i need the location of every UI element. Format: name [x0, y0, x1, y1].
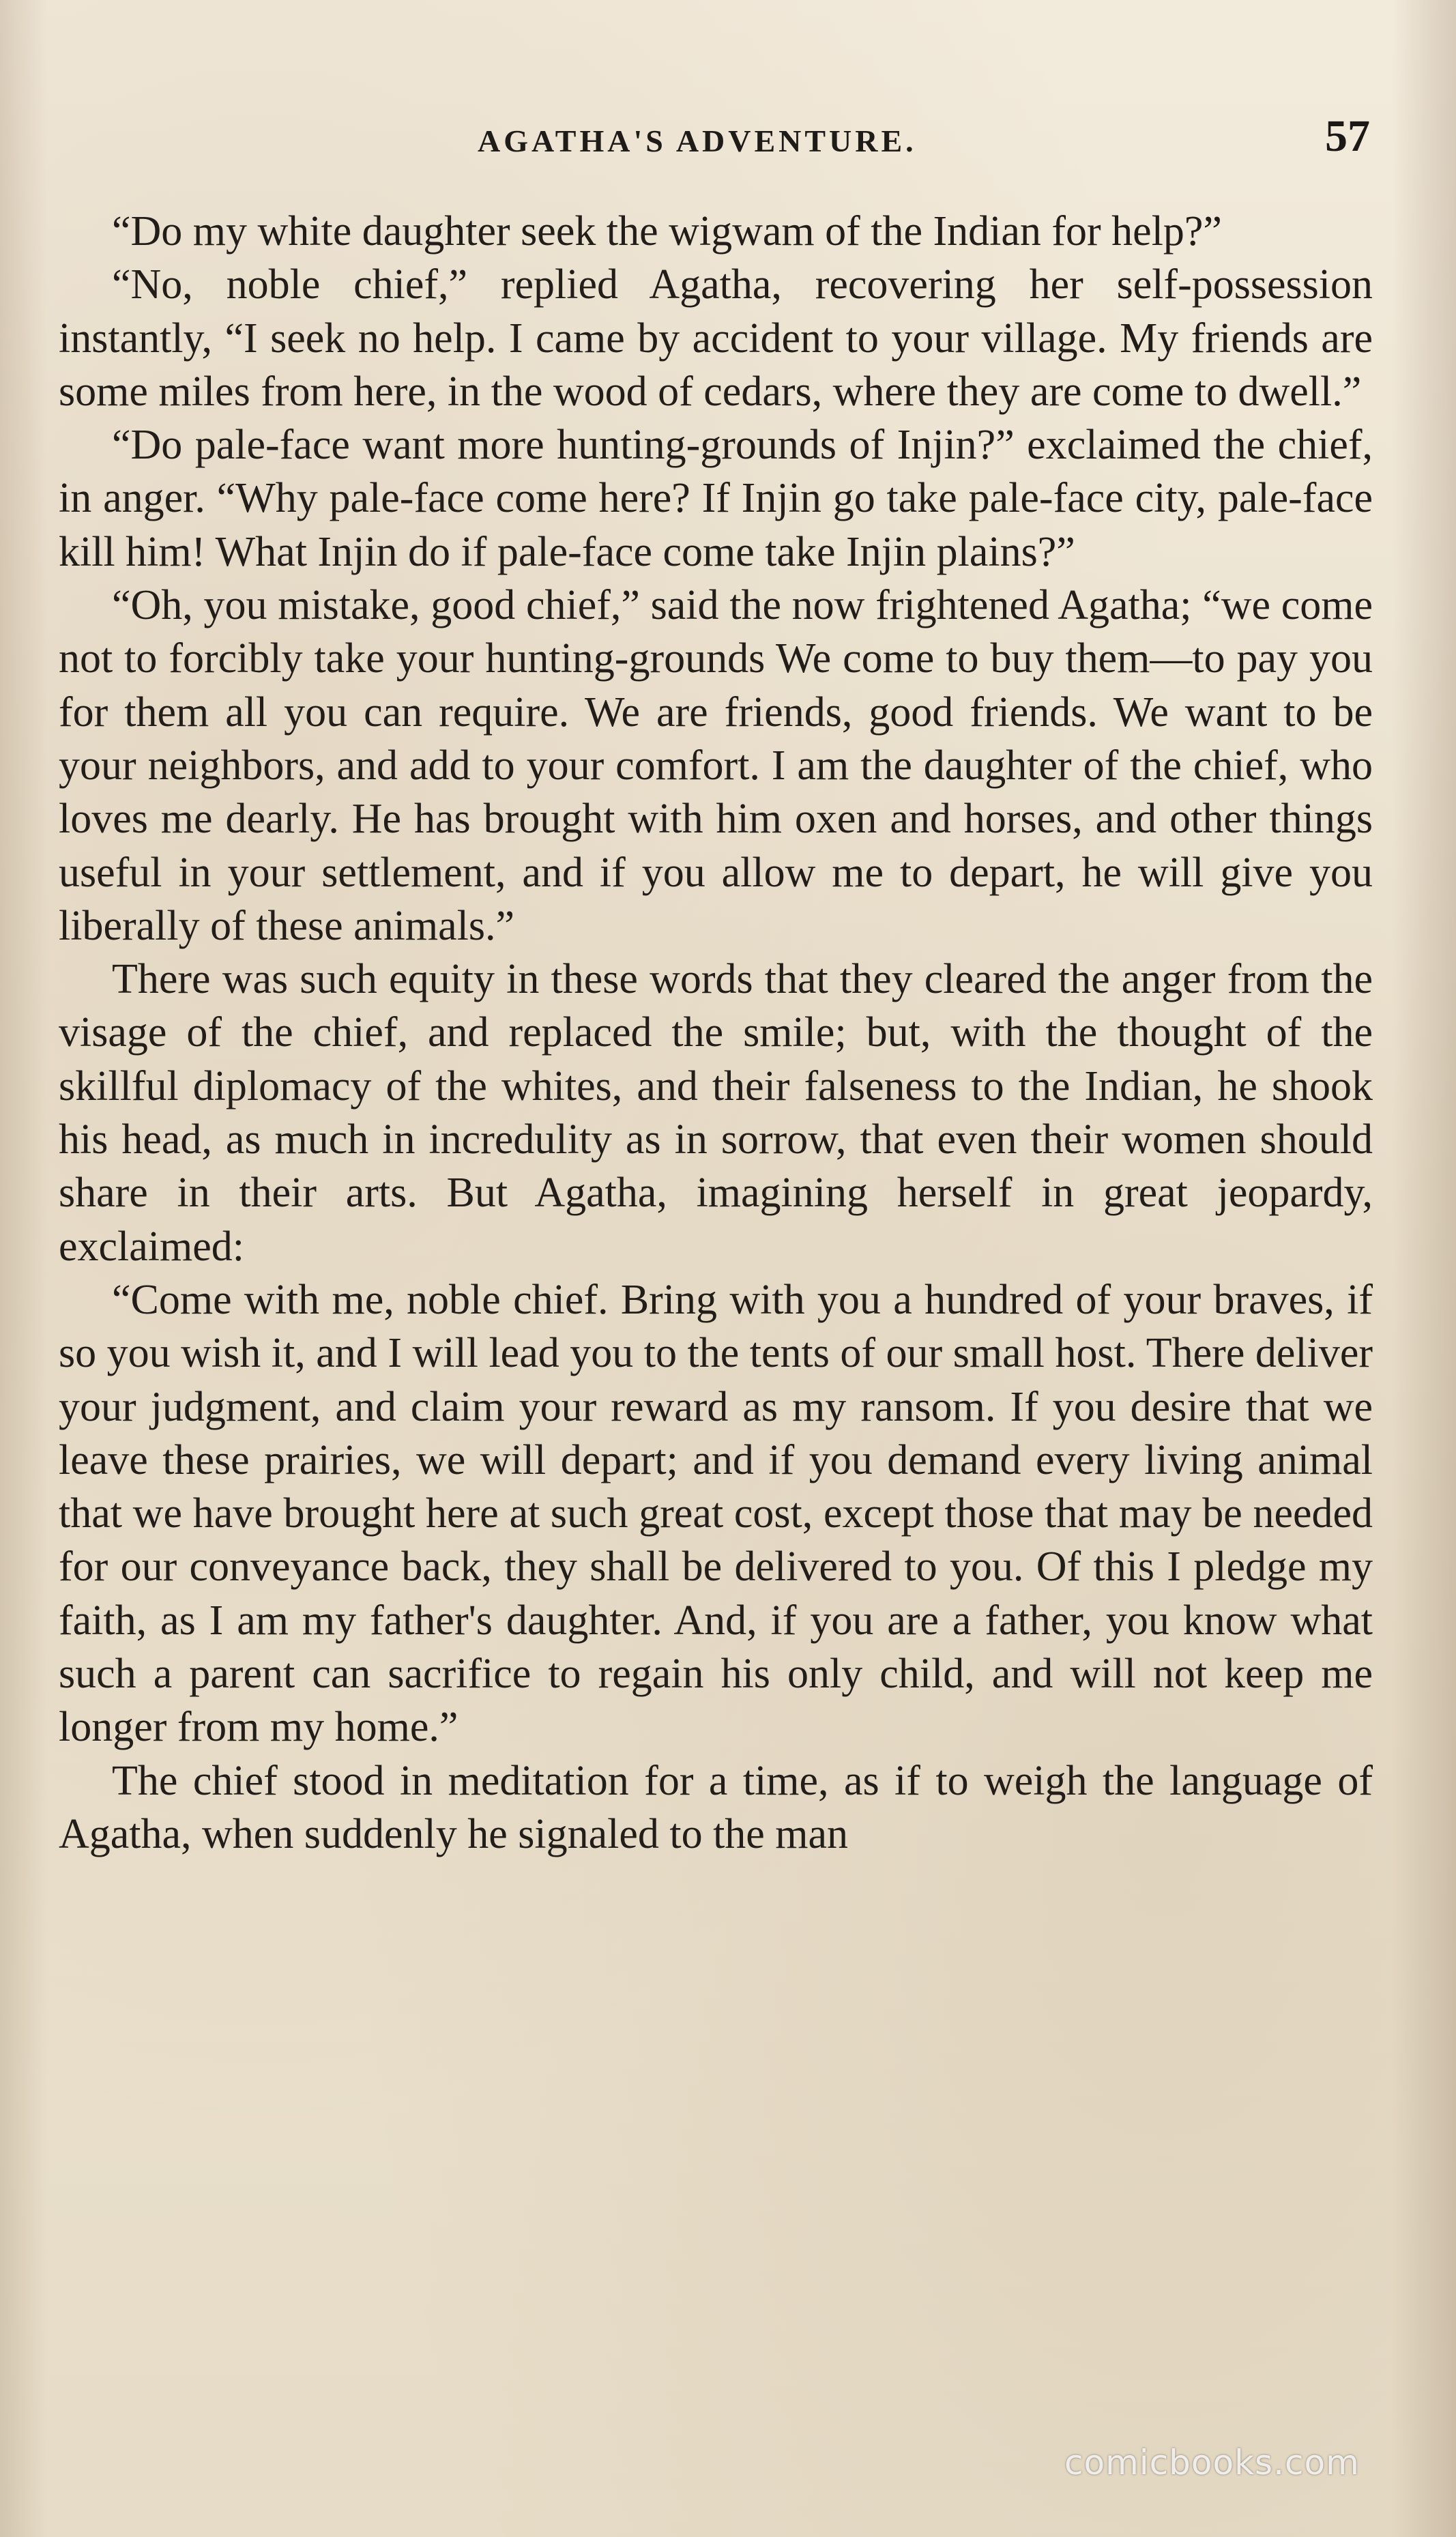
paragraph-3: “Do pale-face want more hunting-grounds of Injin?” exclaimed the chief, in anger. “Why pale-face come here? If Injin go take pale-face city, pale-face kill him! What Injin do if pale-face come take Injin plains?” [59, 422, 1373, 575]
paragraph-6: “Come with me, noble chief. Bring with you a hundred of your braves, if so you wish it, and I will lead you to the tents of our small host. There deliver your judgment, and claim your reward as my ransom. If you desire that we leave these prairies, we will depart; and if you demand every living animal that we have brought here at such great cost, except those that may be needed for our conveyance back, they shall be delivered to you. Of this I pledge my faith, as I am my father's daughter. And, if you are a father, you know what such a parent can sacrifice to regain his only child, and will not keep me longer from my home.” [59, 1276, 1373, 1751]
running-title: AGATHA'S ADVENTURE. [478, 124, 917, 158]
paragraph-1: “Do my white daughter seek the wigwam of the Indian for help?” [112, 208, 1222, 255]
running-head [0, 109, 1456, 164]
paragraph-4: “Oh, you mistake, good chief,” said the now frightened Agatha; “we come not to forcibly take your hunting-grounds We come to buy them—to pay you for them all you can require. We are friends, good friends. We want to be your neighbors, and add to your comfort. I am the daughter of the chief, who loves me dearly. He has brought with him oxen and horses, and other things useful in your settlement, and if you allow me to depart, he will give you liberally of these animals.” [59, 582, 1373, 949]
paragraph-5: There was such equity in these words that they cleared the anger from the visage of the chief, and replaced the smile; but, with the thought of the skillful diplomacy of the whites, and their falseness to the Indian, he shook his head, as much in incredulity as in sorrow, that even their women should share in their arts. But Agatha, imagining herself in great jeopardy, exclaimed: [59, 956, 1373, 1270]
page-number: 57 [1325, 111, 1370, 161]
paragraph-2: “No, noble chief,” replied Agatha, recovering her self-possession instantly, “I seek no help. I came by accident to your village. My friends are some miles from here, in the wood of cedars, where they are come to dwell.” [59, 261, 1373, 415]
body-text [59, 205, 1373, 2395]
paragraph-7: The chief stood in meditation for a time, as if to weigh the language of Agatha, when suddenly he signaled to the man [59, 1757, 1373, 1857]
watermark: comicbooks.com [1064, 2443, 1360, 2482]
